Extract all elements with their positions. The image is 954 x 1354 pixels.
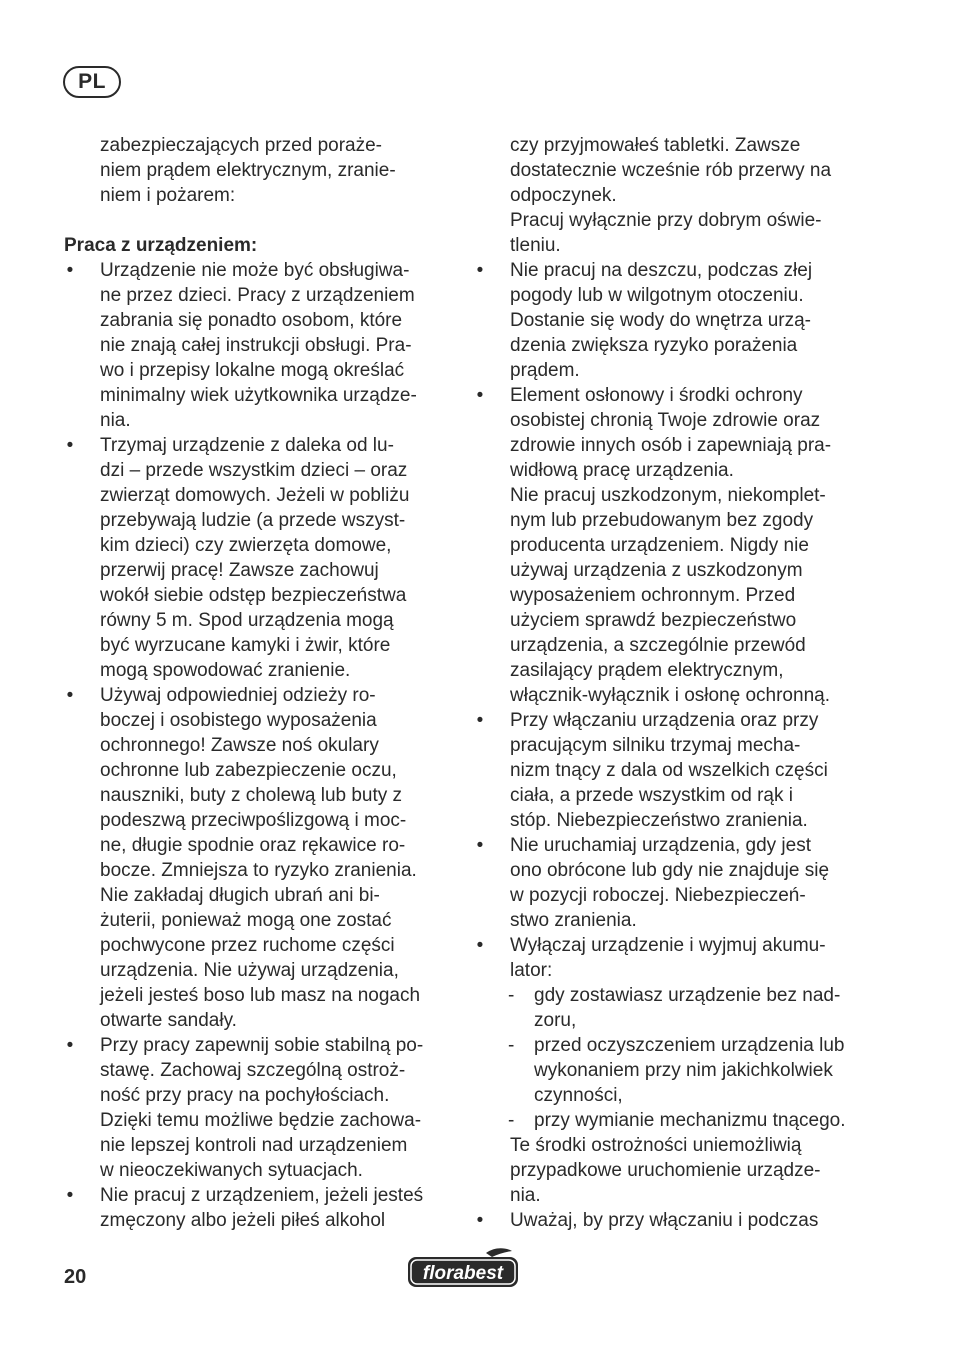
bullet-icon: • [476, 710, 484, 731]
text-line: jeżeli jesteś boso lub masz na nogach [100, 985, 421, 1006]
list-item [64, 1033, 456, 1183]
text-line: Dostanie się wody do wnętrza urzą- [510, 310, 811, 331]
text-line: używaj urządzenia z uszkodzonym [510, 560, 803, 581]
dash-icon: - [508, 985, 515, 1006]
text-line: wyposażeniem ochronnym. Przed [510, 585, 796, 606]
bullet-icon: • [476, 935, 484, 956]
bullet-icon: • [66, 260, 74, 281]
list-item [474, 383, 874, 708]
text-line: Wyłączaj urządzenie i wyjmuj akumu- [510, 935, 826, 956]
text-line: stwo zranienia. [510, 910, 637, 931]
text-line: kim dzieci) czy zwierzęta domowe, [100, 535, 392, 556]
text-line: ne przez dzieci. Pracy z urządzeniem [100, 285, 415, 306]
text-line: stawę. Zachowaj szczególną ostroż- [100, 1060, 406, 1081]
dash-list-item [474, 1108, 874, 1133]
text-line: Pracuj wyłącznie przy dobrym oświe- [510, 210, 822, 231]
note-paragraph [474, 1133, 874, 1208]
list-item [474, 708, 874, 833]
text-line: pracującym silniku trzymaj mecha- [510, 735, 801, 756]
text-line: Przy pracy zapewnij sobie stabilną po- [100, 1035, 424, 1056]
text-line: włącznik-wyłącznik i osłonę ochronną. [510, 685, 830, 706]
text-line: Nie uruchamiaj urządzenia, gdy jest [510, 835, 811, 856]
text-line: tleniu. [510, 235, 561, 256]
text-line: nia. [510, 1185, 541, 1206]
list-item [474, 258, 874, 383]
text-line: nie znają całej instrukcji obsługi. Pra- [100, 335, 412, 356]
text-line: zasilający prądem elektrycznym, [510, 660, 784, 681]
text-line: wykonaniem przy nim jakichkolwiek [534, 1060, 833, 1081]
right-column [474, 133, 874, 1233]
intro-paragraph [64, 133, 456, 208]
text-line: Dzięki temu możliwe będzie zachowa- [100, 1110, 422, 1131]
language-code: PL [78, 70, 106, 93]
text-line: boczej i osobistego wyposażenia [100, 710, 377, 731]
list-item [474, 833, 874, 933]
page-number: 20 [64, 1266, 87, 1288]
list-item [64, 258, 456, 433]
bullet-icon: • [66, 1035, 74, 1056]
text-line: Przy włączaniu urządzenia oraz przy [510, 710, 819, 731]
bullet-icon: • [476, 385, 484, 406]
text-line: widłową pracę urządzenia. [510, 460, 734, 481]
language-badge [63, 66, 121, 98]
text-line: lator: [510, 960, 553, 981]
text-line: dzenia zwiększa ryzyko porażenia [510, 335, 798, 356]
text-line: w nieoczekiwanych sytuacjach. [100, 1160, 363, 1181]
text-line: urządzenia, a szczególnie przewód [510, 635, 806, 656]
text-line: użyciem sprawdź bezpieczeństwo [510, 610, 797, 631]
text-line: czynności, [534, 1085, 623, 1106]
bullet-icon: • [476, 1210, 484, 1231]
text-line: nie lepszej kontroli nad urządzeniem [100, 1135, 408, 1156]
text-line: ność przy pracy na pochyłościach. [100, 1085, 390, 1106]
text-line: otwarte sandały. [100, 1010, 237, 1031]
text-line: pogody lub w wilgotnym otoczeniu. [510, 285, 804, 306]
florabest-logo [406, 1248, 520, 1290]
text-line: gdy zostawiasz urządzenie bez nad- [534, 985, 841, 1006]
text-line: zabrania się ponadto osobom, które [100, 310, 403, 331]
text-line: przy wymianie mechanizmu tnącego. [534, 1110, 846, 1131]
text-line: zmęczony albo jeżeli piłeś alkohol [100, 1210, 386, 1231]
text-line: w pozycji roboczej. Niebezpieczeń- [510, 885, 806, 906]
text-line: wokół siebie odstęp bezpieczeństwa [100, 585, 407, 606]
text-line: nizm tnący z dala od wszelkich części [510, 760, 828, 781]
text-line: podeszwą przeciwpoślizgową i moc- [100, 810, 407, 831]
text-line: ochronnego! Zawsze noś okulary [100, 735, 379, 756]
text-line: zdrowie innych osób i zapewniają pra- [510, 435, 832, 456]
dash-icon: - [508, 1110, 515, 1131]
text-line: Uważaj, by przy włączaniu i podczas [510, 1210, 819, 1231]
text-line: odpoczynek. [510, 185, 617, 206]
text-line: stóp. Niebezpieczeństwo zranienia. [510, 810, 808, 831]
text-line: niem i pożarem: [100, 185, 236, 206]
text-line: być wyrzucane kamyki i żwir, które [100, 635, 391, 656]
text-line: pochwycone przez ruchome części [100, 935, 395, 956]
text-line: dzi – przede wszystkim dzieci – oraz [100, 460, 408, 481]
text-line: nia. [100, 410, 131, 431]
continuation-paragraph [474, 133, 874, 258]
text-line: nauszniki, buty z cholewą lub buty z [100, 785, 403, 806]
text-line: Nie pracuj z urządzeniem, jeżeli jesteś [100, 1185, 424, 1206]
text-line: Nie pracuj uszkodzonym, niekomplet- [510, 485, 826, 506]
text-line: Nie zakładaj długich ubrań ani bi- [100, 885, 380, 906]
text-line: wo i przepisy lokalne mogą określać [100, 360, 405, 381]
text-line: żuterii, ponieważ mogą one zostać [100, 910, 392, 931]
text-line: minimalny wiek użytkownika urządze- [100, 385, 417, 406]
list-item [474, 1208, 874, 1233]
text-line: przed oczyszczeniem urządzenia lub [534, 1035, 845, 1056]
text-line: przypadkowe uruchomienie urządze- [510, 1160, 821, 1181]
logo-text: florabest [422, 1263, 504, 1284]
list-item [474, 933, 874, 983]
text-line: producenta urządzeniem. Nigdy nie [510, 535, 809, 556]
dash-icon: - [508, 1035, 515, 1056]
text-line: zoru, [534, 1010, 577, 1031]
text-line: przebywają ludzie (a przede wszyst- [100, 510, 406, 531]
text-line: ono obrócone lub gdy nie znajduje się [510, 860, 830, 881]
text-line: urządzenia. Nie używaj urządzenia, [100, 960, 399, 981]
text-line: ne, długie spodnie oraz rękawice ro- [100, 835, 406, 856]
text-line: Używaj odpowiedniej odzieży ro- [100, 685, 376, 706]
text-line: prądem. [510, 360, 580, 381]
text-line: zabezpieczających przed poraże- [100, 135, 382, 156]
bullet-icon: • [476, 260, 484, 281]
list-item [64, 433, 456, 683]
section-heading: Praca z urządzeniem: [64, 235, 258, 256]
text-line: niem prądem elektrycznym, zranie- [100, 160, 396, 181]
text-line: Trzymaj urządzenie z daleka od lu- [100, 435, 394, 456]
dash-list-item [474, 1033, 874, 1108]
left-column [64, 133, 456, 1233]
text-line: Urządzenie nie może być obsługiwa- [100, 260, 410, 281]
text-line: bocze. Zmniejsza to ryzyko zranienia. [100, 860, 417, 881]
text-line: osobistej chronią Twoje zdrowie oraz [510, 410, 821, 431]
text-line: Nie pracuj na deszczu, podczas złej [510, 260, 813, 281]
text-line: Element osłonowy i środki ochrony [510, 385, 803, 406]
text-line: nym lub przebudowanym bez zgody [510, 510, 814, 531]
logo-leaf-icon [486, 1248, 512, 1257]
text-line: przerwij pracę! Zawsze zachowuj [100, 560, 379, 581]
text-line: dostatecznie wcześnie rób przerwy na [510, 160, 832, 181]
text-line: ciała, a przede wszystkim od rąk i [510, 785, 793, 806]
list-item [64, 1183, 456, 1233]
text-line: czy przyjmowałeś tabletki. Zawsze [510, 135, 801, 156]
bullet-icon: • [66, 685, 74, 706]
text-line: zwierząt domowych. Jeżeli w pobliżu [100, 485, 410, 506]
bullet-icon: • [66, 435, 74, 456]
text-line: ochronne lub zabezpieczenie oczu, [100, 760, 397, 781]
bullet-icon: • [66, 1185, 74, 1206]
list-item [64, 683, 456, 1033]
dash-list-item [474, 983, 874, 1033]
text-line: mogą spowodować zranienie. [100, 660, 351, 681]
bullet-icon: • [476, 835, 484, 856]
text-line: równy 5 m. Spod urządzenia mogą [100, 610, 394, 631]
text-line: Te środki ostrożności uniemożliwią [510, 1135, 802, 1156]
